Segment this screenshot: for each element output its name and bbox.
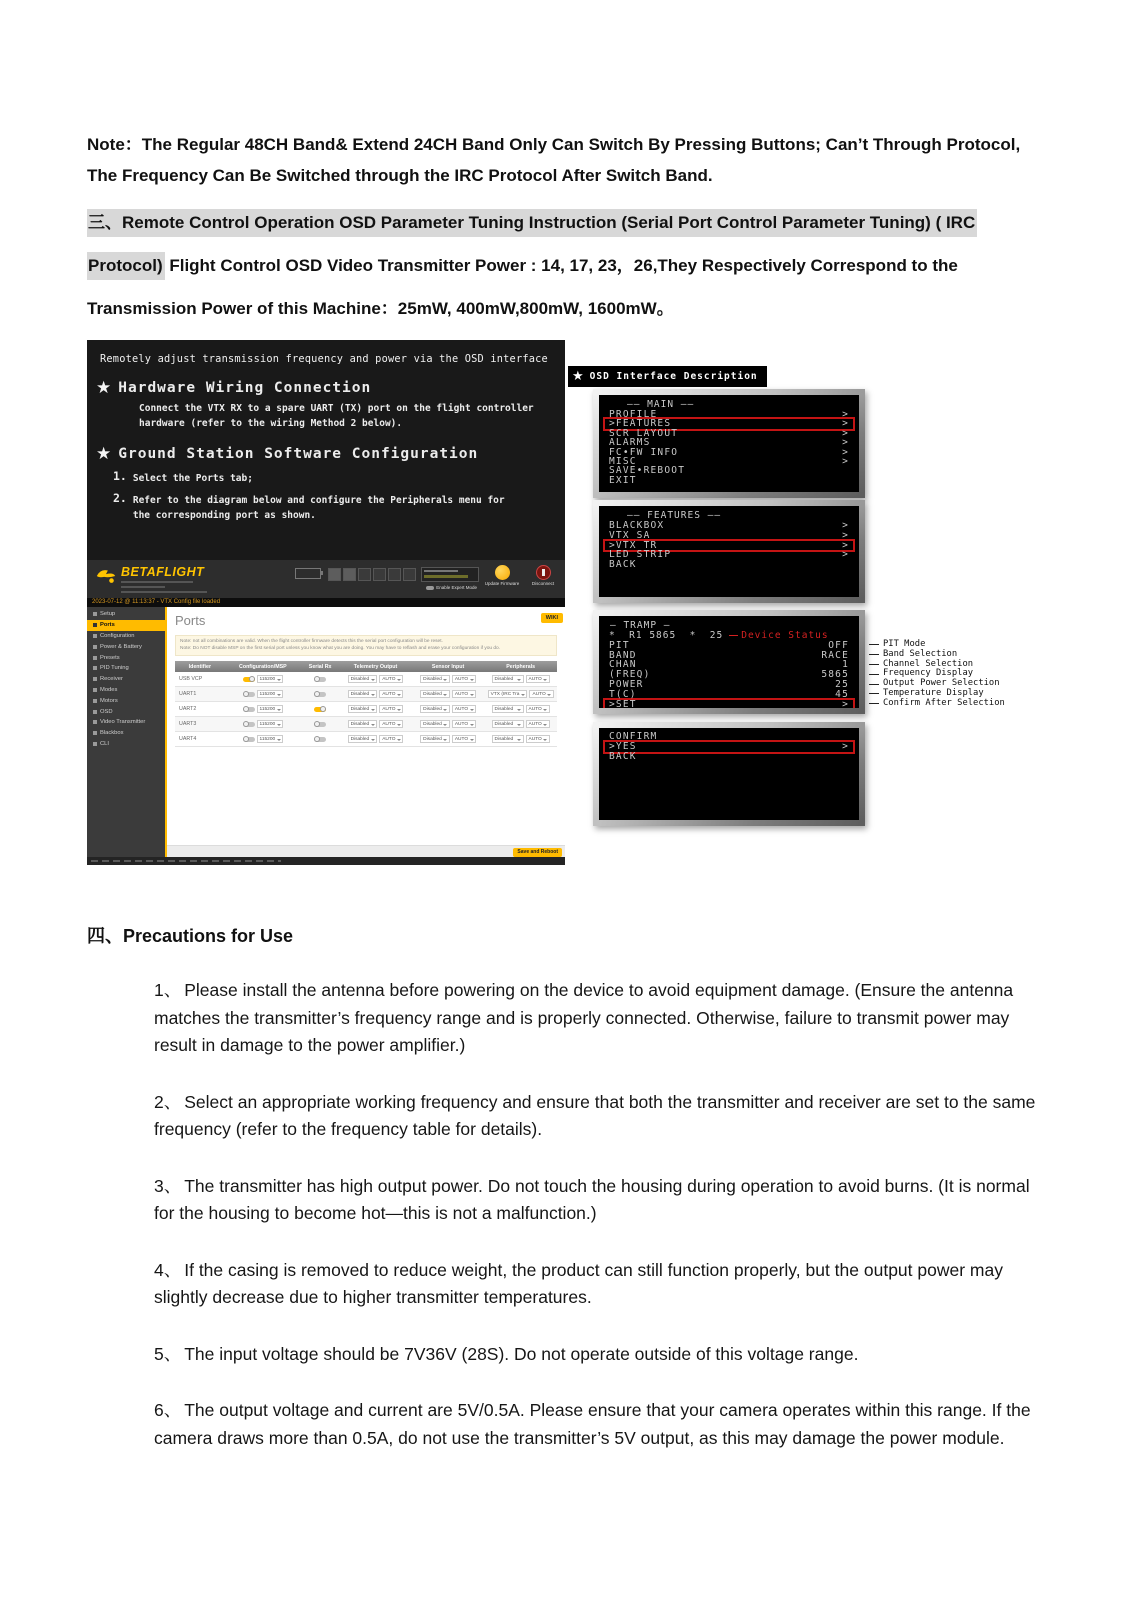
sidebar-item-icon (93, 699, 97, 703)
sensor-select[interactable]: Disabled (420, 690, 450, 698)
tramp-device-status: * R1 5865 * 25 Device Status (609, 630, 829, 641)
bf-port-row (175, 687, 557, 702)
peripherals-baud-select[interactable]: AUTO (529, 690, 553, 698)
peripherals-baud-select[interactable]: AUTO (526, 720, 550, 728)
chevron-right-icon: > (842, 418, 849, 430)
osd-menu-row[interactable]: >YES > (605, 742, 853, 752)
telemetry-select[interactable]: Disabled (348, 735, 378, 743)
sensor-select[interactable]: Disabled (420, 720, 450, 728)
telemetry-select[interactable]: Disabled (348, 675, 378, 683)
msp-cell (225, 720, 301, 728)
bf-wiki-button[interactable]: WIKI (541, 613, 563, 623)
sensor-select[interactable]: Disabled (420, 675, 450, 683)
serial-rx-cell (301, 677, 339, 682)
note-paragraph: Note：The Regular 48CH Band& Extend 24CH Band Only Can Switch By Pressing Buttons; Can’t Through Protocol, The Frequency Can Be Switched through the IRC Protocol After Switch Band. (87, 135, 1021, 185)
msp-baud-select[interactable]: 115200 (257, 675, 284, 683)
sensor-baud-select[interactable]: AUTO (452, 720, 476, 728)
chevron-right-icon: > (842, 437, 849, 449)
bf-body (87, 607, 565, 857)
expert-mode-toggle[interactable]: Enable Expert Mode (426, 585, 477, 590)
sidebar-item-icon (93, 710, 97, 714)
tramp-annotation: Confirm After Selection (869, 699, 1005, 709)
msp-baud-select[interactable]: 115200 (257, 690, 284, 698)
bf-ports-table (175, 672, 557, 747)
sensor-baud-select[interactable]: AUTO (452, 675, 476, 683)
msp-cell (225, 705, 301, 713)
peripherals-baud-select[interactable]: AUTO (526, 705, 550, 713)
bf-sidebar-item[interactable]: Blackbox (87, 728, 165, 739)
bf-status-bar: 2023-07-12 @ 11:13:37 - VTX Config file loaded (87, 598, 565, 607)
tramp-annotation: Output Power Selection (869, 679, 1005, 689)
sensor-select[interactable]: Disabled (420, 705, 450, 713)
chevron-right-icon: > (842, 427, 849, 439)
osd-tramp-menu (593, 610, 865, 714)
bf-notes: Note: not all combinations are valid. When the flight controller firmware detects this the serial port configuration will be reset. Note: Do NOT disable MSP on the first serial port unless you know what you are doing. You may have to reflash and erase your configuration if you do. (175, 635, 557, 656)
chevron-right-icon: > (842, 446, 849, 458)
msp-baud-select[interactable]: 115200 (257, 705, 284, 713)
osd-description-label: ★ OSD Interface Description (568, 366, 767, 387)
telemetry-cell (339, 675, 412, 683)
peripherals-cell (484, 735, 557, 743)
bf-sidebar-item[interactable]: Receiver (87, 674, 165, 685)
peripherals-cell (484, 675, 557, 683)
precaution-item: 5、 The input voltage should be 7V36V (28S). Do not operate outside of this voltage range. (154, 1343, 859, 1364)
osd-menu-title: — TRAMP — (610, 620, 671, 631)
msp-toggle[interactable] (243, 737, 255, 742)
sensor-cell (412, 735, 485, 743)
msp-toggle[interactable] (243, 677, 255, 682)
osd-guide-panel (87, 340, 565, 560)
tramp-annotation: Frequency Display (869, 669, 1005, 679)
serial-rx-toggle[interactable] (314, 737, 326, 742)
section4-heading: 四、Precautions for Use (87, 926, 294, 946)
precaution-item: 1、 Please install the antenna before powering on the device to avoid equipment damage. (Ensure the antenna matches the transmitter’s frequency range and is properly connected. Otherwise, failure to transmit power may result in damage to the power amplifier.) (154, 980, 1014, 1055)
bf-sidebar-item[interactable]: CLI (87, 739, 165, 750)
osd-menu-row[interactable]: BACK (609, 750, 637, 762)
bf-sidebar-item[interactable]: Motors (87, 695, 165, 706)
bf-sidebar-item[interactable]: Configuration (87, 631, 165, 642)
telemetry-cell (339, 690, 412, 698)
osd-menu-row[interactable]: CHAN 1 (609, 659, 849, 671)
guide-step: 2. Refer to the diagram below and configure the Peripherals menu for the corresponding port as shown. (113, 491, 505, 521)
osd-menu-row[interactable]: LED STRIP > (609, 549, 849, 561)
telemetry-baud-select[interactable]: AUTO (379, 735, 403, 743)
telemetry-baud-select[interactable]: AUTO (379, 675, 403, 683)
tramp-annotation: Band Selection (869, 650, 1005, 660)
bf-port-row (175, 732, 557, 747)
bf-column-header: Telemetry Output (353, 663, 398, 670)
sensor-cell (412, 690, 485, 698)
peripherals-select[interactable]: VTX (IRC Tra (488, 690, 528, 698)
msp-toggle[interactable] (243, 722, 255, 727)
osd-menu-row[interactable]: >SET > (605, 700, 853, 710)
osd-features-menu (593, 500, 865, 603)
sidebar-item-icon (93, 731, 97, 735)
precautions-list (154, 977, 1036, 1481)
serial-rx-cell (301, 692, 339, 697)
msp-cell (225, 675, 301, 683)
telemetry-baud-select[interactable]: AUTO (379, 690, 403, 698)
peripherals-select[interactable]: Disabled (492, 720, 524, 728)
sensor-baud-select[interactable]: AUTO (452, 690, 476, 698)
star-icon: ★ (572, 369, 585, 384)
osd-menu-row[interactable]: T(C) 45 (609, 688, 849, 700)
bf-header-right (295, 565, 561, 586)
peripherals-cell (484, 705, 557, 713)
osd-menu-row[interactable]: VTX SA > (609, 529, 849, 541)
chevron-right-icon: > (842, 539, 849, 551)
msp-cell (225, 690, 301, 698)
telemetry-cell (339, 705, 412, 713)
guide-step: 1. Select the Ports tab; (113, 469, 253, 484)
osd-menu-row[interactable]: MISC > (609, 456, 849, 468)
osd-menu-row[interactable]: BACK (609, 708, 637, 714)
dataflash-indicator (421, 567, 479, 582)
guide-heading-groundstation: ★ Ground Station Software Configuration (96, 444, 479, 464)
osd-menu-row[interactable]: PROFILE > (609, 409, 849, 420)
sensor-cell (412, 720, 485, 728)
guide-hardware-body: Connect the VTX RX to a spare UART (TX) port on the flight controller hardware (refer to the wiring Method 2 below). (139, 403, 534, 429)
bf-logo-wrap (95, 566, 207, 598)
tramp-annotation: Temperature Display (869, 689, 1005, 699)
bf-column-header: Serial Rx (308, 663, 332, 670)
precaution-item: 6、 The output voltage and current are 5V/0.5A. Please ensure that your camera operates within this range. If the camera draws more than 0.5A, do not use the transmitter’s 5V output, as this may damage the power module. (154, 1400, 1031, 1448)
tramp-annotations (869, 640, 1005, 709)
port-identifier: UART3 (179, 721, 197, 727)
telemetry-cell (339, 735, 412, 743)
bf-port-row (175, 672, 557, 687)
serial-rx-cell (301, 722, 339, 727)
sidebar-item-icon (93, 720, 97, 724)
bf-footer-bar (167, 845, 565, 857)
peripherals-cell (484, 690, 557, 698)
chevron-right-icon: > (842, 529, 849, 541)
msp-toggle[interactable] (243, 692, 255, 697)
sensor-cell (412, 705, 485, 713)
serial-rx-toggle[interactable] (314, 677, 326, 682)
osd-menu-row[interactable]: FC•FW INFO > (609, 446, 849, 458)
serial-rx-toggle[interactable] (314, 707, 326, 712)
guide-heading-hardware: ★ Hardware Wiring Connection (96, 378, 372, 398)
bf-sidebar-item[interactable]: Power & Battery (87, 641, 165, 652)
bf-sidebar-item[interactable]: PID Tuning (87, 663, 165, 674)
bf-sidebar-item[interactable]: Presets (87, 652, 165, 663)
star-icon: ★ (96, 378, 112, 398)
sidebar-item-icon (93, 677, 97, 681)
sidebar-item-icon (93, 688, 97, 692)
bf-page-title: Ports (175, 613, 206, 628)
tramp-annotation: Channel Selection (869, 660, 1005, 670)
sidebar-item-icon (93, 634, 97, 638)
sidebar-item-icon (93, 612, 97, 616)
bf-statusline (87, 857, 565, 865)
osd-menu-row[interactable]: PIT OFF (609, 639, 849, 651)
port-identifier: UART4 (179, 736, 197, 742)
disconnect-button[interactable]: Disconnect (525, 565, 561, 586)
port-identifier: UART2 (179, 706, 197, 712)
peripherals-select[interactable]: Disabled (492, 705, 524, 713)
precaution-item: 3、 The transmitter has high output power. Do not touch the housing during operation to avoid burns. (It is normal for the housing to become hot—this is not a malfunction.) (154, 1175, 1030, 1223)
bf-sidebar (87, 607, 167, 857)
osd-menu-title: —— MAIN —— (627, 399, 695, 410)
section3-text: Flight Control OSD Video Transmitter Power : 14, 17, 23，26,They Respectively Correspond to the Transmission Power of this Machine：25mW, 400mW,800mW, 1600mW。 (87, 256, 958, 318)
port-identifier: USB VCP (179, 676, 203, 682)
sensor-status-icons (326, 568, 416, 581)
telemetry-select[interactable]: Disabled (348, 705, 378, 713)
usb-disconnect-icon (536, 565, 551, 580)
port-identifier: UART1 (179, 691, 197, 697)
device-status-note: Device Status (729, 631, 828, 641)
update-firmware-icon (495, 565, 510, 580)
telemetry-baud-select[interactable]: AUTO (379, 705, 403, 713)
section3-highlight: 三、Remote Control Operation OSD Parameter Tuning Instruction (Serial Port Control Parameter Tuning) ( IRC Protocol) (87, 209, 977, 280)
guide-title: Remotely adjust transmission frequency and power via the OSD interface (100, 353, 548, 365)
osd-menu-row[interactable]: EXIT (609, 474, 637, 486)
battery-icon (295, 568, 321, 579)
telemetry-select[interactable]: Disabled (348, 690, 378, 698)
tramp-annotation: PIT Mode (869, 640, 1005, 650)
osd-menu-row[interactable]: >FEATURES > (605, 419, 853, 428)
osd-menu-row[interactable]: BAND RACE (609, 649, 849, 661)
osd-confirm-menu (593, 722, 865, 826)
osd-menu-row[interactable]: SCR LAYOUT > (609, 427, 849, 439)
bf-port-row (175, 702, 557, 717)
precaution-item: 4、 If the casing is removed to reduce weight, the product can still function properly, but the output power may slightly decrease due to higher transmitter temperatures. (154, 1259, 1003, 1307)
peripherals-baud-select[interactable]: AUTO (526, 735, 550, 743)
serial-rx-toggle[interactable] (314, 692, 326, 697)
peripherals-cell (484, 720, 557, 728)
sensor-select[interactable]: Disabled (420, 735, 450, 743)
betaflight-logo: BETAFLIGHT (121, 565, 205, 579)
bf-table-header (175, 661, 557, 672)
msp-baud-select[interactable]: 115200 (257, 735, 284, 743)
bf-main-content (167, 607, 565, 857)
sidebar-item-icon (93, 656, 97, 660)
telemetry-baud-select[interactable]: AUTO (379, 720, 403, 728)
serial-rx-cell (301, 707, 339, 712)
telemetry-cell (339, 720, 412, 728)
bf-column-header: Configuration/MSP (239, 663, 287, 670)
betaflight-window (87, 560, 565, 865)
bf-sidebar-item[interactable]: Video Transmitter (87, 717, 165, 728)
update-firmware-button[interactable]: Update Firmware (484, 565, 520, 586)
chevron-right-icon: > (842, 520, 849, 531)
sidebar-item-icon (93, 666, 97, 670)
peripherals-select[interactable]: Disabled (492, 735, 524, 743)
osd-menu-row[interactable]: (FREQ) 5865 (609, 669, 849, 681)
star-icon: ★ (96, 444, 112, 464)
bf-sidebar-item[interactable]: Ports (87, 620, 165, 631)
bf-column-header: Sensor Input (431, 663, 465, 670)
bf-sidebar-item[interactable]: Modes (87, 685, 165, 696)
osd-main-menu (593, 389, 865, 498)
sensor-baud-select[interactable]: AUTO (452, 705, 476, 713)
peripherals-select[interactable]: Disabled (492, 675, 524, 683)
bf-header (87, 560, 565, 598)
precaution-item: 2、 Select an appropriate working frequency and ensure that both the transmitter and receiver are set to the same frequency (refer to the frequency table for details). (154, 1091, 1036, 1139)
guide-steps (87, 469, 565, 523)
section3-heading (87, 201, 1042, 330)
chevron-right-icon: > (842, 409, 849, 420)
telemetry-select[interactable]: Disabled (348, 720, 378, 728)
osd-menu-row[interactable]: CONFIRM (609, 731, 658, 742)
sensor-baud-select[interactable]: AUTO (452, 735, 476, 743)
osd-menu-title: —— FEATURES —— (627, 510, 722, 521)
betaflight-logo-icon (95, 566, 117, 586)
peripherals-baud-select[interactable]: AUTO (526, 675, 550, 683)
serial-rx-cell (301, 737, 339, 742)
osd-menu-row[interactable]: >VTX TR > (605, 541, 853, 551)
osd-menu-row[interactable]: ALARMS > (609, 437, 849, 449)
osd-menu-row[interactable]: POWER 25 (609, 678, 849, 690)
bf-sidebar-item[interactable]: OSD (87, 706, 165, 717)
chevron-right-icon: > (842, 740, 849, 752)
osd-menu-row[interactable]: BACK (609, 559, 637, 571)
bf-logo-subtext (121, 581, 207, 594)
sidebar-item-icon (93, 645, 97, 649)
sidebar-item-icon (93, 623, 97, 627)
chevron-right-icon: > (842, 456, 849, 468)
bf-sidebar-item[interactable]: Setup (87, 609, 165, 620)
chevron-right-icon: > (842, 549, 849, 561)
msp-baud-select[interactable]: 115200 (257, 720, 284, 728)
bf-column-header: Identifier (188, 663, 212, 670)
serial-rx-toggle[interactable] (314, 722, 326, 727)
bf-column-header: Peripherals (506, 663, 536, 670)
save-reboot-button[interactable]: Save and Reboot (513, 848, 562, 857)
msp-toggle[interactable] (243, 707, 255, 712)
osd-menu-row[interactable]: BLACKBOX > (609, 520, 849, 531)
msp-cell (225, 735, 301, 743)
bf-port-row (175, 717, 557, 732)
sensor-cell (412, 675, 485, 683)
sidebar-item-icon (93, 742, 97, 746)
osd-menu-row[interactable]: SAVE•REBOOT (609, 465, 686, 477)
